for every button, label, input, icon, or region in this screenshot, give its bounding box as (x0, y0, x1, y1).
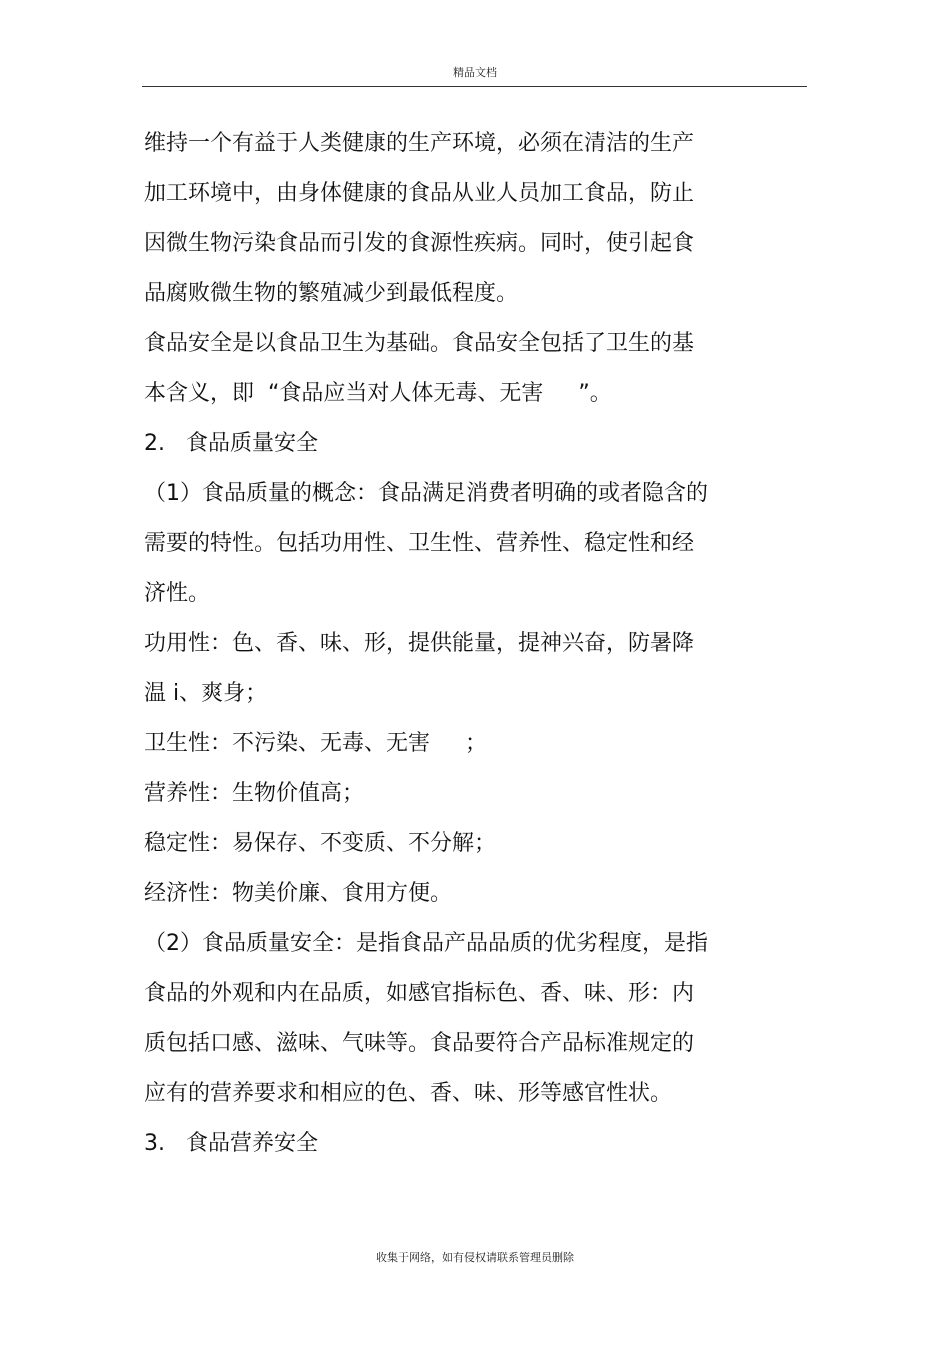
body-line: 经济性：物美价廉、食用方便。 (144, 881, 453, 906)
body-line: 维持一个有益于人类健康的生产环境，必须在清洁的生产 (144, 131, 695, 156)
document-body (144, 119, 744, 1169)
body-line: 食品安全是以食品卫生为基础。食品安全包括了卫生的基 (144, 331, 695, 356)
body-line: （1）食品质量的概念：食品满足消费者明确的或者隐含的 (144, 481, 708, 506)
body-line: 本含义，即 “食品应当对人体无毒、无害 ”。 (144, 381, 612, 406)
body-line: 卫生性：不污染、无毒、无害 ； (144, 731, 487, 756)
body-line: 稳定性：易保存、不变质、不分解； (144, 831, 497, 856)
section-heading: 3. 食品营养安全 (144, 1131, 318, 1156)
page-header-title: 精品文档 (453, 66, 497, 79)
page-footer-notice: 收集于网络，如有侵权请联系管理员删除 (376, 1251, 574, 1264)
body-line: 温 i、爽身； (144, 681, 268, 706)
body-line: 营养性：生物价值高； (144, 781, 365, 806)
body-line: 功用性：色、香、味、形，提供能量，提神兴奋，防暑降 (144, 631, 695, 656)
header-divider (142, 86, 807, 87)
body-line: 加工环境中，由身体健康的食品从业人员加工食品，防止 (144, 181, 695, 206)
body-line: 应有的营养要求和相应的色、香、味、形等感官性状。 (144, 1081, 673, 1106)
section-heading: 2. 食品质量安全 (144, 431, 318, 456)
body-line: （2）食品质量安全：是指食品产品品质的优劣程度，是指 (144, 931, 708, 956)
body-line: 需要的特性。包括功用性、卫生性、营养性、稳定性和经 (144, 531, 695, 556)
body-line: 品腐败微生物的繁殖减少到最低程度。 (144, 281, 519, 306)
body-line: 因微生物污染食品而引发的食源性疾病。同时，使引起食 (144, 231, 695, 256)
body-line: 济性。 (144, 581, 211, 606)
body-line: 质包括口感、滋味、气味等。食品要符合产品标准规定的 (144, 1031, 695, 1056)
body-line: 食品的外观和内在品质，如感官指标色、香、味、形：内 (144, 981, 695, 1006)
